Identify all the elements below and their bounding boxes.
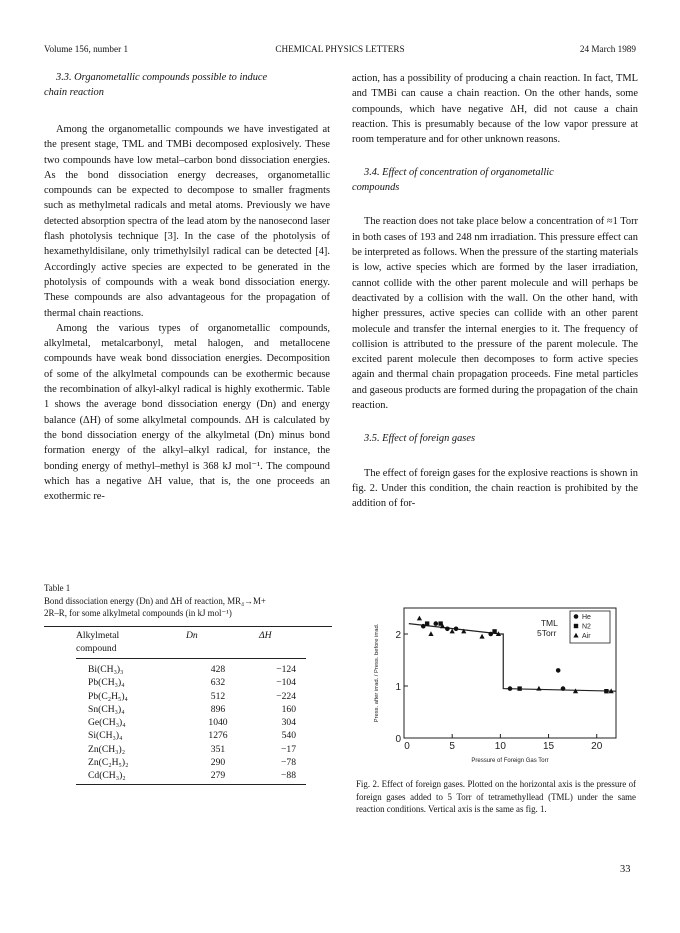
header-volume: Volume 156, number 1: [44, 44, 129, 54]
data-point-air: [428, 631, 433, 636]
table-row: [88, 703, 296, 716]
table-cell-dn: 290: [210, 757, 226, 769]
data-point-he: [445, 627, 450, 632]
right-column: [352, 71, 638, 512]
header-date: 24 March 1989: [579, 44, 636, 54]
data-point-he: [508, 686, 513, 691]
table-cell-compound: Bi(CH₃)₃: [88, 664, 124, 675]
legend-marker: [574, 624, 578, 628]
table-head-dn: Dn: [186, 630, 198, 641]
y-tick-label: 1: [395, 682, 401, 693]
data-point-air: [417, 616, 422, 621]
table-cell-dn: 351: [210, 743, 226, 755]
section-title-3-4-line1: 3.4. Effect of concentration of organometallic: [364, 167, 554, 179]
paragraph-3-3-b: Among the various types of organometallic compounds, alkylmetal, metalcarbonyl, metal halogen, and metallocene compounds have weak bond dissociation energies. Decomposition of some of the alkylmetal compounds can be exothermic because the recombination of alkyl-alkyl radical is highly exothermic. Table 1 shows the average bond dissociation energy (Dn) and energy balance (ΔH) of some alkylmetal compounds. ΔH is calculated by the bond dissociation energy of the alkylmetal (Dn) minus bond formation energy of the alkyl–alkyl radical, for instance, the bonding energy of methyl–methyl is 368 kJ mol⁻¹. The compound which has a negative ΔH value, that is, the one proceeds an exothermic re-: [44, 322, 330, 503]
table-caption-line2: 2R–R, for some alkylmetal compounds (in kJ mol⁻¹): [44, 608, 232, 618]
data-point-air: [536, 686, 541, 691]
data-point-n2: [425, 621, 429, 625]
paragraph-continued: action, has a possibility of producing a chain reaction. In fact, TML and TMBi can cause a chain reaction. On the other hands, some compounds, which have negative ΔH, did not cause a chain reaction. This is presumably because of the low vapor pressure at room temperature and for other unknown reasons.: [352, 73, 638, 146]
y-tick-label: 0: [395, 734, 401, 745]
legend-marker: [574, 614, 579, 619]
y-tick-label: 2: [395, 630, 401, 641]
table-cell-dh: 160: [281, 703, 296, 715]
section-title-3-5: 3.5. Effect of foreign gases: [364, 433, 476, 445]
section-title-3-3: [44, 71, 330, 100]
data-point-n2: [492, 629, 496, 633]
table-cell-compound: Pb(CH₃)₄: [88, 677, 125, 689]
data-point-n2: [604, 689, 608, 693]
table-cell-dh: −104: [276, 677, 296, 689]
table-caption: [44, 582, 332, 620]
annotation-tml: TML: [540, 618, 558, 628]
data-table: [88, 663, 296, 783]
table-head-alkylmetal: Alkylmetal: [76, 630, 120, 641]
table-cell-compound: Pb(C₂H₅)₄: [88, 690, 128, 702]
table-top-rule: [44, 626, 332, 627]
data-point-he: [488, 632, 493, 637]
data-point-air: [479, 634, 484, 639]
table-cell-dh: −88: [280, 770, 296, 782]
left-column: [44, 71, 330, 504]
table-row: [88, 690, 296, 703]
data-point-he: [561, 686, 566, 691]
table-head-col1: [76, 630, 119, 655]
x-tick-label: 20: [591, 741, 603, 752]
table-cell-dh: 304: [281, 717, 296, 729]
table-cell-dn: 1040: [208, 717, 228, 729]
table-cell-dh: −17: [280, 743, 296, 755]
table-cell-compound: Zn(C₂H₅)₂: [88, 757, 129, 769]
table-row: [88, 729, 296, 742]
section-title-3-4-line2: compounds: [352, 181, 400, 193]
paragraph-3-3-a: Among the organometallic compounds we have investigated at the present stage, TML and TMBi decomposed explosively. These two compounds have low metal–carbon bond dissociation energies. As the bond dissociation energy decreases, organometallic compounds can be expected to decompose to smaller fragments such as methylmetal radicals and metal atoms. Previously we have detected absorption spectra of the lead atom by the nanosecond laser flash photolysis technique [3]. In the case of the photolysis of hexamethyldisilane, only trimethylsilyl radical can be detected [4]. Accordingly active species are expected to be generated in the photolysis of compounds with a weak bond dissociation energy. These compounds are also advantageous for the propagation of thermal chain reactions.: [44, 124, 330, 319]
paragraph-3-4: The reaction does not take place below a concentration of ≈1 Torr in both cases of 193 and 248 nm irradiation. This pressure effect can be interpreted as follows. When the pressure of the starting materials is low, active species which are formed by the laser irradiation, cannot collide with the other parent molecule and will perhaps be deactivated by a collision with the wall. On the other hand, with higher pressures, active species can collide with an other parent molecule and transfer the internal energies to it. The frequency of collision is attributed to the pressure of the parent molecule. The excited parent molecule then decomposes to form active species again and thermal chain propagation proceeds. Fine metal particles and gaseous products are formed during the propagation of the chain reaction.: [352, 216, 638, 412]
table-cell-compound: Ge(CH₃)₄: [88, 717, 126, 729]
table-row: [88, 716, 296, 729]
legend-label: He: [582, 614, 591, 621]
table-row: [88, 663, 296, 676]
data-point-he: [434, 621, 439, 626]
legend-label: N2: [582, 623, 591, 631]
header-journal: CHEMICAL PHYSICS LETTERS: [275, 44, 405, 54]
table-cell-dn: 896: [210, 703, 226, 715]
table-cell-dn: 428: [210, 664, 226, 675]
table-label: Table 1: [44, 583, 71, 593]
table-caption-line1: Bond dissociation energy (Dn) and ΔH of reaction, MR₄→M+: [44, 595, 266, 606]
table-row: [88, 769, 296, 782]
table-row: [88, 756, 296, 769]
table-cell-dn: 279: [210, 770, 226, 782]
table-cell-compound: Si(CH₃)₄: [88, 730, 123, 742]
paragraph-3-5: The effect of foreign gases for the explosive reactions is shown in fig. 2. Under this condition, the chain reaction is prohibited by the addition of for-: [352, 467, 638, 510]
table-head-dh: ΔH: [259, 630, 272, 641]
annotation-torr: 5Torr: [536, 628, 557, 638]
table-bottom-rule: [76, 784, 306, 785]
table-cell-dn: 632: [210, 677, 226, 689]
table-cell-dh: −78: [280, 757, 296, 769]
data-point-he: [556, 668, 561, 673]
table-row: [88, 676, 296, 689]
table-head-compound: compound: [76, 642, 117, 654]
data-point-he: [421, 624, 426, 629]
section-title-3-3-line2: chain reaction: [44, 86, 104, 98]
figure-2-chart: [358, 594, 640, 772]
table-cell-dh: 540: [281, 730, 296, 742]
x-tick-label: 15: [542, 741, 555, 752]
table-row: [88, 743, 296, 756]
y-axis-label: Press. after irrad. / Press. before irrad.: [374, 623, 380, 723]
table-cell-compound: Zn(CH₃)₂: [88, 743, 126, 755]
data-point-n2: [517, 686, 521, 690]
x-tick-label: 0: [404, 741, 410, 752]
table-cell-dn: 1276: [208, 730, 228, 742]
table-cell-compound: Sn(CH₃)₄: [88, 703, 125, 715]
page-number: 33: [620, 864, 631, 875]
section-title-3-4: [352, 166, 638, 195]
table-cell-dh: −224: [276, 690, 296, 702]
x-tick-label: 5: [449, 741, 455, 752]
figure-caption: Fig. 2. Effect of foreign gases. Plotted on the horizontal axis is the pressure of foreign gases added to 5 Torr of tetramethyllead (TML) under the same reaction conditions. Vertical axis is the same as fig. 1.: [356, 779, 636, 814]
table-cell-compound: Cd(CH₃)₂: [88, 770, 126, 782]
table-cell-dn: 512: [210, 690, 226, 702]
table-cell-dh: −124: [276, 664, 296, 675]
x-axis-label: Pressure of Foreign Gas Torr: [471, 758, 549, 764]
table-head-rule: [76, 658, 306, 659]
x-tick-label: 10: [494, 741, 506, 752]
legend-label: Air: [582, 633, 591, 640]
section-title-3-3-line1: 3.3. Organometallic compounds possible to induce: [56, 72, 268, 83]
data-point-he: [454, 627, 459, 632]
